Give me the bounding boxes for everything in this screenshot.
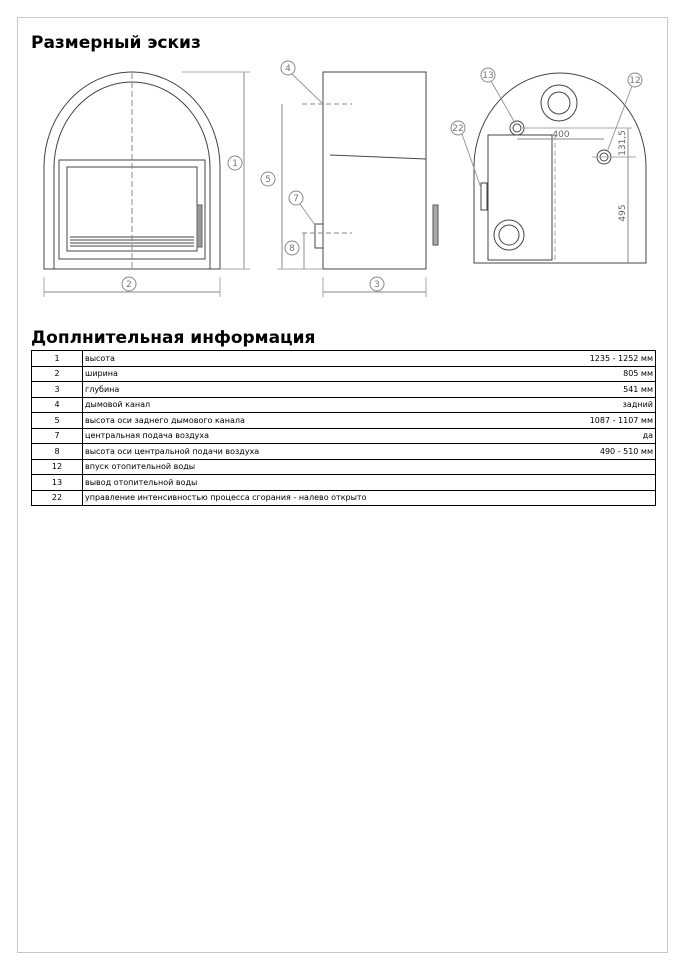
dim-label-400: 400 — [552, 130, 570, 140]
ref-label-5: 5 — [265, 175, 271, 185]
row-value: 490 - 510 мм — [531, 444, 656, 460]
table-row — [32, 490, 656, 506]
row-label: вывод отопительной воды — [83, 475, 532, 491]
row-number: 13 — [32, 475, 83, 491]
ref-label-12: 12 — [629, 76, 641, 86]
row-label: впуск отопительной воды — [83, 459, 532, 475]
row-label: ширина — [83, 366, 532, 382]
ref-label-3: 3 — [374, 280, 380, 290]
ref-label-22: 22 — [452, 124, 464, 134]
row-value — [531, 490, 656, 506]
row-number: 8 — [32, 444, 83, 460]
row-value: задний — [531, 397, 656, 413]
row-number: 22 — [32, 490, 83, 506]
info-title: Доплнительная информация — [31, 328, 316, 348]
row-label: дымовой канал — [83, 397, 532, 413]
row-label: высота — [83, 351, 532, 367]
table-row — [32, 459, 656, 475]
row-value: 1235 - 1252 мм — [531, 351, 656, 367]
row-label: центральная подача воздуха — [83, 428, 532, 444]
row-value — [531, 475, 656, 491]
row-value: 805 мм — [531, 366, 656, 382]
dimension-sketch — [32, 55, 657, 305]
row-number: 12 — [32, 459, 83, 475]
row-label: управление интенсивностью процесса сгорания - налево открыто — [83, 490, 532, 506]
front-view — [44, 72, 250, 297]
table-row — [32, 413, 656, 429]
dim-label-495: 495 — [618, 204, 628, 222]
dim-label-131-5: 131,5 — [618, 130, 628, 156]
info-table — [31, 350, 656, 506]
row-label: глубина — [83, 382, 532, 398]
row-number: 5 — [32, 413, 83, 429]
ref-label-8: 8 — [289, 244, 295, 254]
table-row — [32, 397, 656, 413]
row-value: 1087 - 1107 мм — [531, 413, 656, 429]
side-view — [261, 61, 438, 297]
table-row — [32, 382, 656, 398]
row-label: высота оси заднего дымового канала — [83, 413, 532, 429]
sketch-title: Размерный эскиз — [31, 33, 201, 53]
ref-label-4: 4 — [285, 64, 291, 74]
table-row — [32, 475, 656, 491]
row-label: высота оси центральной подачи воздуха — [83, 444, 532, 460]
row-number: 7 — [32, 428, 83, 444]
row-number: 1 — [32, 351, 83, 367]
row-value — [531, 459, 656, 475]
ref-label-2: 2 — [126, 280, 132, 290]
table-row — [32, 351, 656, 367]
ref-label-7: 7 — [293, 194, 299, 204]
table-row — [32, 444, 656, 460]
row-number: 4 — [32, 397, 83, 413]
table-row — [32, 366, 656, 382]
row-number: 2 — [32, 366, 83, 382]
row-value: да — [531, 428, 656, 444]
back-view — [451, 68, 646, 263]
row-number: 3 — [32, 382, 83, 398]
table-row — [32, 428, 656, 444]
ref-label-1: 1 — [232, 159, 238, 169]
row-value: 541 мм — [531, 382, 656, 398]
ref-label-13: 13 — [482, 71, 494, 81]
